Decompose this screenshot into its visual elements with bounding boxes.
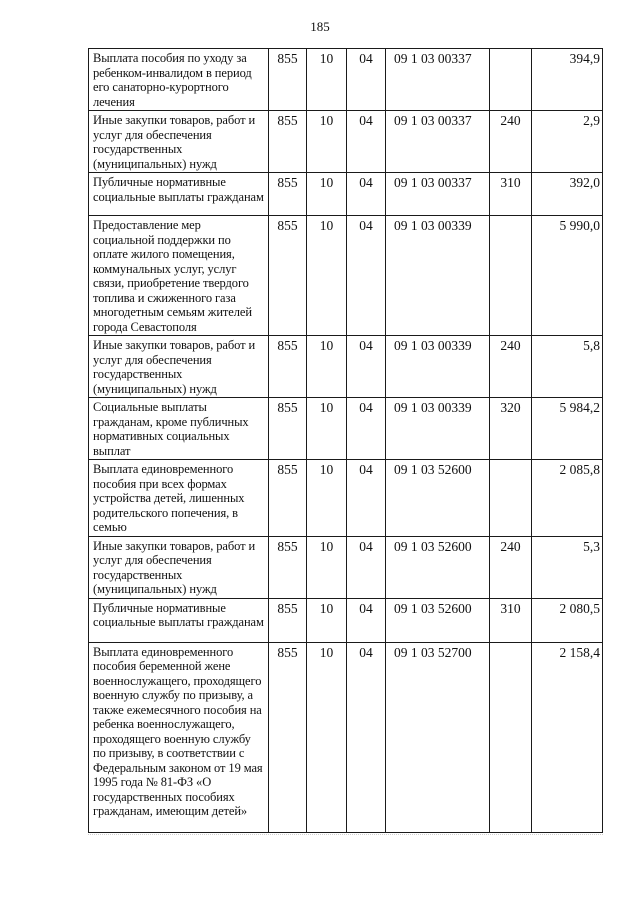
row-ministry-code: 855 xyxy=(269,460,307,537)
table-row xyxy=(89,598,603,642)
row-ministry-code: 855 xyxy=(269,642,307,832)
row-target-code: 09 1 03 52600 xyxy=(386,536,490,598)
row-expense-type: 310 xyxy=(490,598,532,642)
row-amount: 392,0 xyxy=(532,173,603,216)
row-subsection-code: 04 xyxy=(347,598,386,642)
row-ministry-code: 855 xyxy=(269,173,307,216)
row-subsection-code: 04 xyxy=(347,111,386,173)
page-number: 185 xyxy=(310,19,330,34)
row-section-code: 10 xyxy=(307,49,347,111)
row-section-code: 10 xyxy=(307,336,347,398)
row-target-code: 09 1 03 00337 xyxy=(386,49,490,111)
row-subsection-code: 04 xyxy=(347,398,386,460)
row-section-code: 10 xyxy=(307,536,347,598)
row-amount: 5 984,2 xyxy=(532,398,603,460)
row-expense-type: 240 xyxy=(490,111,532,173)
row-subsection-code: 04 xyxy=(347,642,386,832)
table-row xyxy=(89,216,603,336)
row-name: Публичные нормативные социальные выплаты гражданам xyxy=(89,598,269,642)
row-ministry-code: 855 xyxy=(269,336,307,398)
table-row xyxy=(89,49,603,111)
row-subsection-code: 04 xyxy=(347,173,386,216)
row-section-code: 10 xyxy=(307,173,347,216)
row-target-code: 09 1 03 52700 xyxy=(386,642,490,832)
row-target-code: 09 1 03 52600 xyxy=(386,598,490,642)
row-ministry-code: 855 xyxy=(269,216,307,336)
row-subsection-code: 04 xyxy=(347,460,386,537)
page-bottom-rule xyxy=(88,834,603,835)
row-amount: 394,9 xyxy=(532,49,603,111)
row-ministry-code: 855 xyxy=(269,598,307,642)
row-amount: 5 990,0 xyxy=(532,216,603,336)
row-name: Выплата единовременного пособия при всех формах устройства детей, лишенных родительского попечения, в семью xyxy=(89,460,269,537)
row-expense-type xyxy=(490,49,532,111)
row-name: Иные закупки товаров, работ и услуг для обеспечения государственных (муниципальных) нужд xyxy=(89,111,269,173)
row-name: Выплата единовременного пособия беременной жене военнослужащего, проходящего военную службу по призыву, а также ежемесячного пособия на ребенка военнослужащего, проходящего военную службу по призыву, в соответствии с Федеральным законом от 19 мая 1995 года № 81-ФЗ «О государственных пособиях гражданам, имеющим детей» xyxy=(89,642,269,832)
row-name: Предоставление мер социальной поддержки по оплате жилого помещения, коммунальных услуг, услуг связи, приобретение твердого топлива и сжиженного газа многодетным семьям жителей города Севастополя xyxy=(89,216,269,336)
row-expense-type: 320 xyxy=(490,398,532,460)
row-amount: 5,3 xyxy=(532,536,603,598)
row-expense-type xyxy=(490,460,532,537)
row-subsection-code: 04 xyxy=(347,216,386,336)
row-target-code: 09 1 03 52600 xyxy=(386,460,490,537)
row-amount: 5,8 xyxy=(532,336,603,398)
row-target-code: 09 1 03 00339 xyxy=(386,336,490,398)
row-target-code: 09 1 03 00339 xyxy=(386,216,490,336)
row-target-code: 09 1 03 00337 xyxy=(386,173,490,216)
row-name: Выплата пособия по уходу за ребенком-инвалидом в период его санаторно-курортного лечения xyxy=(89,49,269,111)
table-row xyxy=(89,642,603,832)
table-row xyxy=(89,460,603,537)
row-section-code: 10 xyxy=(307,398,347,460)
row-ministry-code: 855 xyxy=(269,398,307,460)
row-subsection-code: 04 xyxy=(347,536,386,598)
row-ministry-code: 855 xyxy=(269,536,307,598)
row-expense-type xyxy=(490,642,532,832)
table-row xyxy=(89,536,603,598)
table-row xyxy=(89,173,603,216)
row-expense-type: 240 xyxy=(490,336,532,398)
row-section-code: 10 xyxy=(307,111,347,173)
row-ministry-code: 855 xyxy=(269,111,307,173)
row-subsection-code: 04 xyxy=(347,336,386,398)
row-name: Иные закупки товаров, работ и услуг для обеспечения государственных (муниципальных) нужд xyxy=(89,536,269,598)
row-amount: 2 085,8 xyxy=(532,460,603,537)
row-name: Публичные нормативные социальные выплаты гражданам xyxy=(89,173,269,216)
table-row xyxy=(89,398,603,460)
row-name: Социальные выплаты гражданам, кроме публичных нормативных социальных выплат xyxy=(89,398,269,460)
row-section-code: 10 xyxy=(307,216,347,336)
row-amount: 2,9 xyxy=(532,111,603,173)
budget-table xyxy=(88,48,603,833)
table-row xyxy=(89,336,603,398)
table-row xyxy=(89,111,603,173)
row-name: Иные закупки товаров, работ и услуг для обеспечения государственных (муниципальных) нужд xyxy=(89,336,269,398)
row-target-code: 09 1 03 00339 xyxy=(386,398,490,460)
row-section-code: 10 xyxy=(307,460,347,537)
row-expense-type: 240 xyxy=(490,536,532,598)
row-amount: 2 080,5 xyxy=(532,598,603,642)
row-subsection-code: 04 xyxy=(347,49,386,111)
row-target-code: 09 1 03 00337 xyxy=(386,111,490,173)
row-expense-type: 310 xyxy=(490,173,532,216)
row-expense-type xyxy=(490,216,532,336)
row-section-code: 10 xyxy=(307,642,347,832)
row-ministry-code: 855 xyxy=(269,49,307,111)
row-amount: 2 158,4 xyxy=(532,642,603,832)
row-section-code: 10 xyxy=(307,598,347,642)
